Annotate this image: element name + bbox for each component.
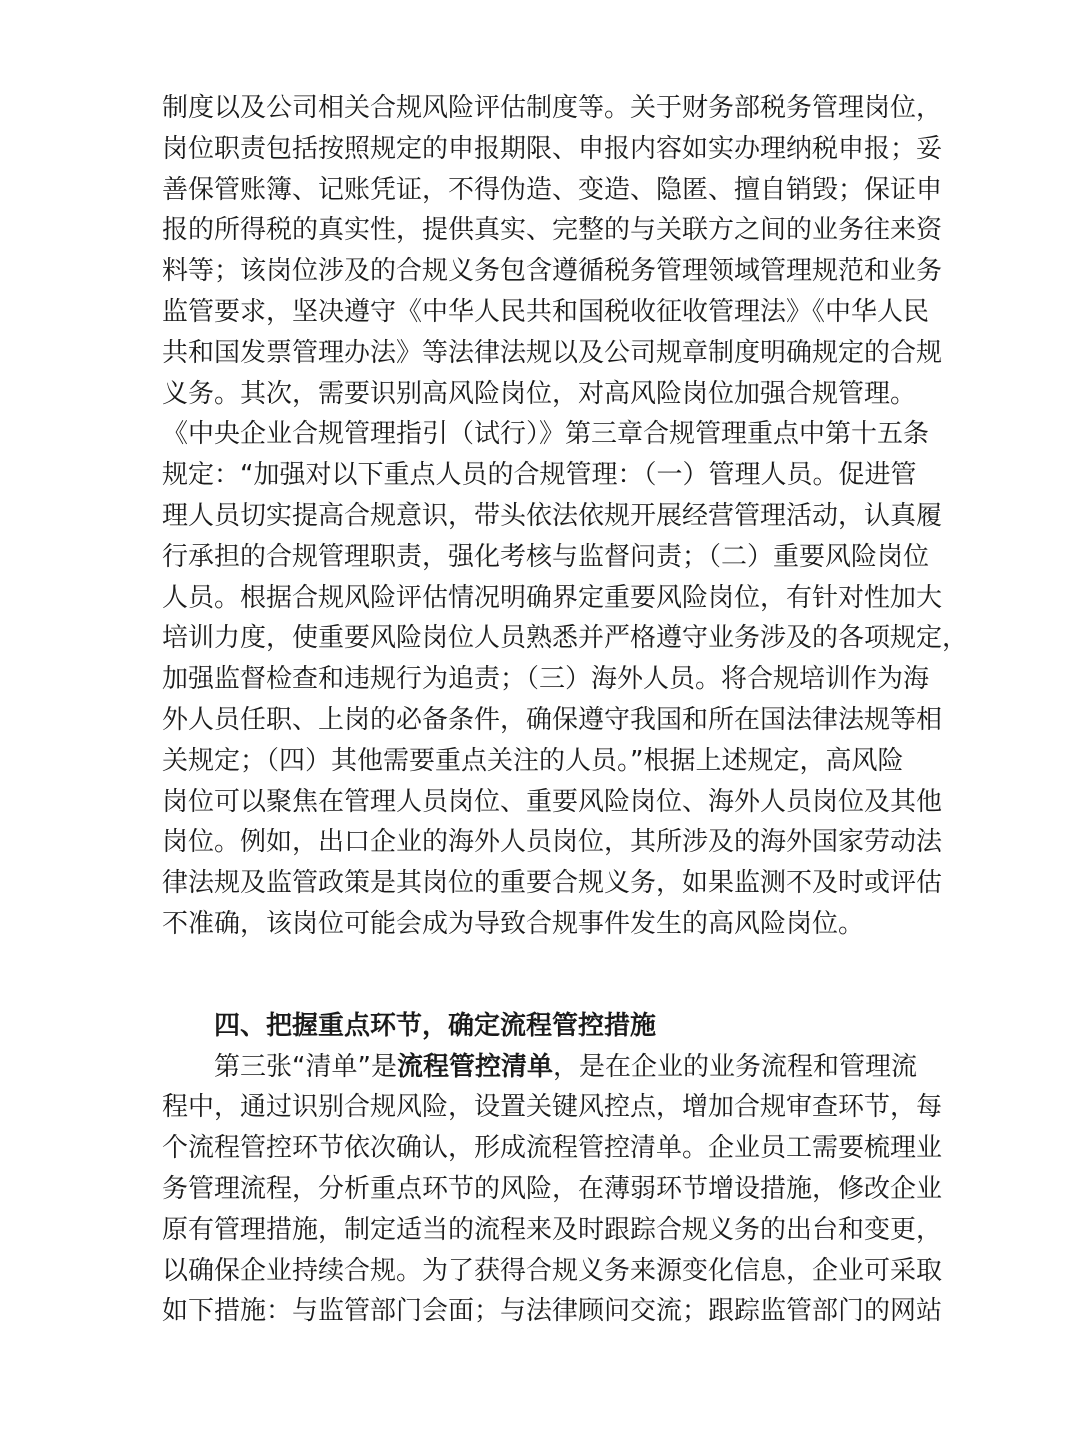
text-line: 程中，通过识别合规风险，设置关键风控点，增加合规审查环节，每 [162,1092,943,1123]
text-line: 如下措施：与监管部门会面；与法律顾问交流；跟踪监管部门的网站 [162,1296,943,1327]
document-page [162,88,969,1332]
section-heading: 四、把握重点环节，确定流程管控措施 [214,1010,657,1041]
text-line: 报的所得税的真实性，提供真实、完整的与关联方之间的业务往来资 [162,215,943,246]
text-line: 岗位可以聚焦在管理人员岗位、重要风险岗位、海外人员岗位及其他 [162,786,943,817]
text-line: 培训力度，使重要风险岗位人员熟悉并严格遵守业务涉及的各项规定， [162,623,969,654]
text-line: 善保管账簿、记账凭证，不得伪造、变造、隐匿、擅自销毁；保证申 [162,174,943,205]
text-line: 监管要求，坚决遵守《中华人民共和国税收征收管理法》《中华人民 [162,296,930,327]
text-line: 岗位。例如，出口企业的海外人员岗位，其所涉及的海外国家劳动法 [162,827,943,858]
text-line: 原有管理措施，制定适当的流程来及时跟踪合规义务的出台和变更， [162,1214,943,1245]
text-line: 共和国发票管理办法》等法律法规以及公司规章制度明确规定的合规 [162,337,943,368]
text-line: 料等；该岗位涉及的合规义务包含遵循税务管理领域管理规范和业务 [162,256,943,287]
text-line: 规定：“加强对以下重点人员的合规管理：（一）管理人员。促进管 [162,460,917,491]
text-line: 务管理流程，分析重点环节的风险，在薄弱环节增设措施，修改企业 [162,1173,943,1204]
text-fragment: 第三张“清单”是 [214,1051,397,1082]
text-line: 关规定；（四）其他需要重点关注的人员。”根据上述规定，高风险 [162,745,904,776]
text-line: 外人员任职、上岗的必备条件，确保遵守我国和所在国法律法规等相 [162,704,943,735]
text-line: 义务。其次，需要识别高风险岗位，对高风险岗位加强合规管理。 [162,378,917,409]
text-line-first [162,1047,918,1088]
text-line: 岗位职责包括按照规定的申报期限、申报内容如实办理纳税申报；妥 [162,133,943,164]
paragraph-tax-compliance [162,88,969,945]
text-line: 理人员切实提高合规意识，带头依法依规开展经营管理活动，认真履 [162,500,943,531]
text-line: 人员。根据合规风险评估情况明确界定重要风险岗位，有针对性加大 [162,582,943,613]
text-fragment: ，是在企业的业务流程和管理流 [552,1051,917,1082]
text-line: 律法规及监管政策是其岗位的重要合规义务，如果监测不及时或评估 [162,868,943,899]
text-line: 制度以及公司相关合规风险评估制度等。关于财务部税务管理岗位， [162,93,943,123]
paragraph-process-control [162,1047,943,1333]
text-line: 个流程管控环节依次确认，形成流程管控清单。企业员工需要梳理业 [162,1133,943,1164]
text-line: 行承担的合规管理职责，强化考核与监督问责；（二）重要风险岗位 [162,541,930,572]
bold-term: 流程管控清单 [396,1051,553,1082]
text-line: 《中央企业合规管理指引（试行）》第三章合规管理重点中第十五条 [162,419,930,450]
text-line: 以确保企业持续合规。为了获得合规义务来源变化信息，企业可采取 [162,1255,943,1286]
text-line: 加强监督检查和违规行为追责；（三）海外人员。将合规培训作为海 [162,664,930,695]
text-line: 不准确，该岗位可能会成为导致合规事件发生的高风险岗位。 [162,908,865,939]
